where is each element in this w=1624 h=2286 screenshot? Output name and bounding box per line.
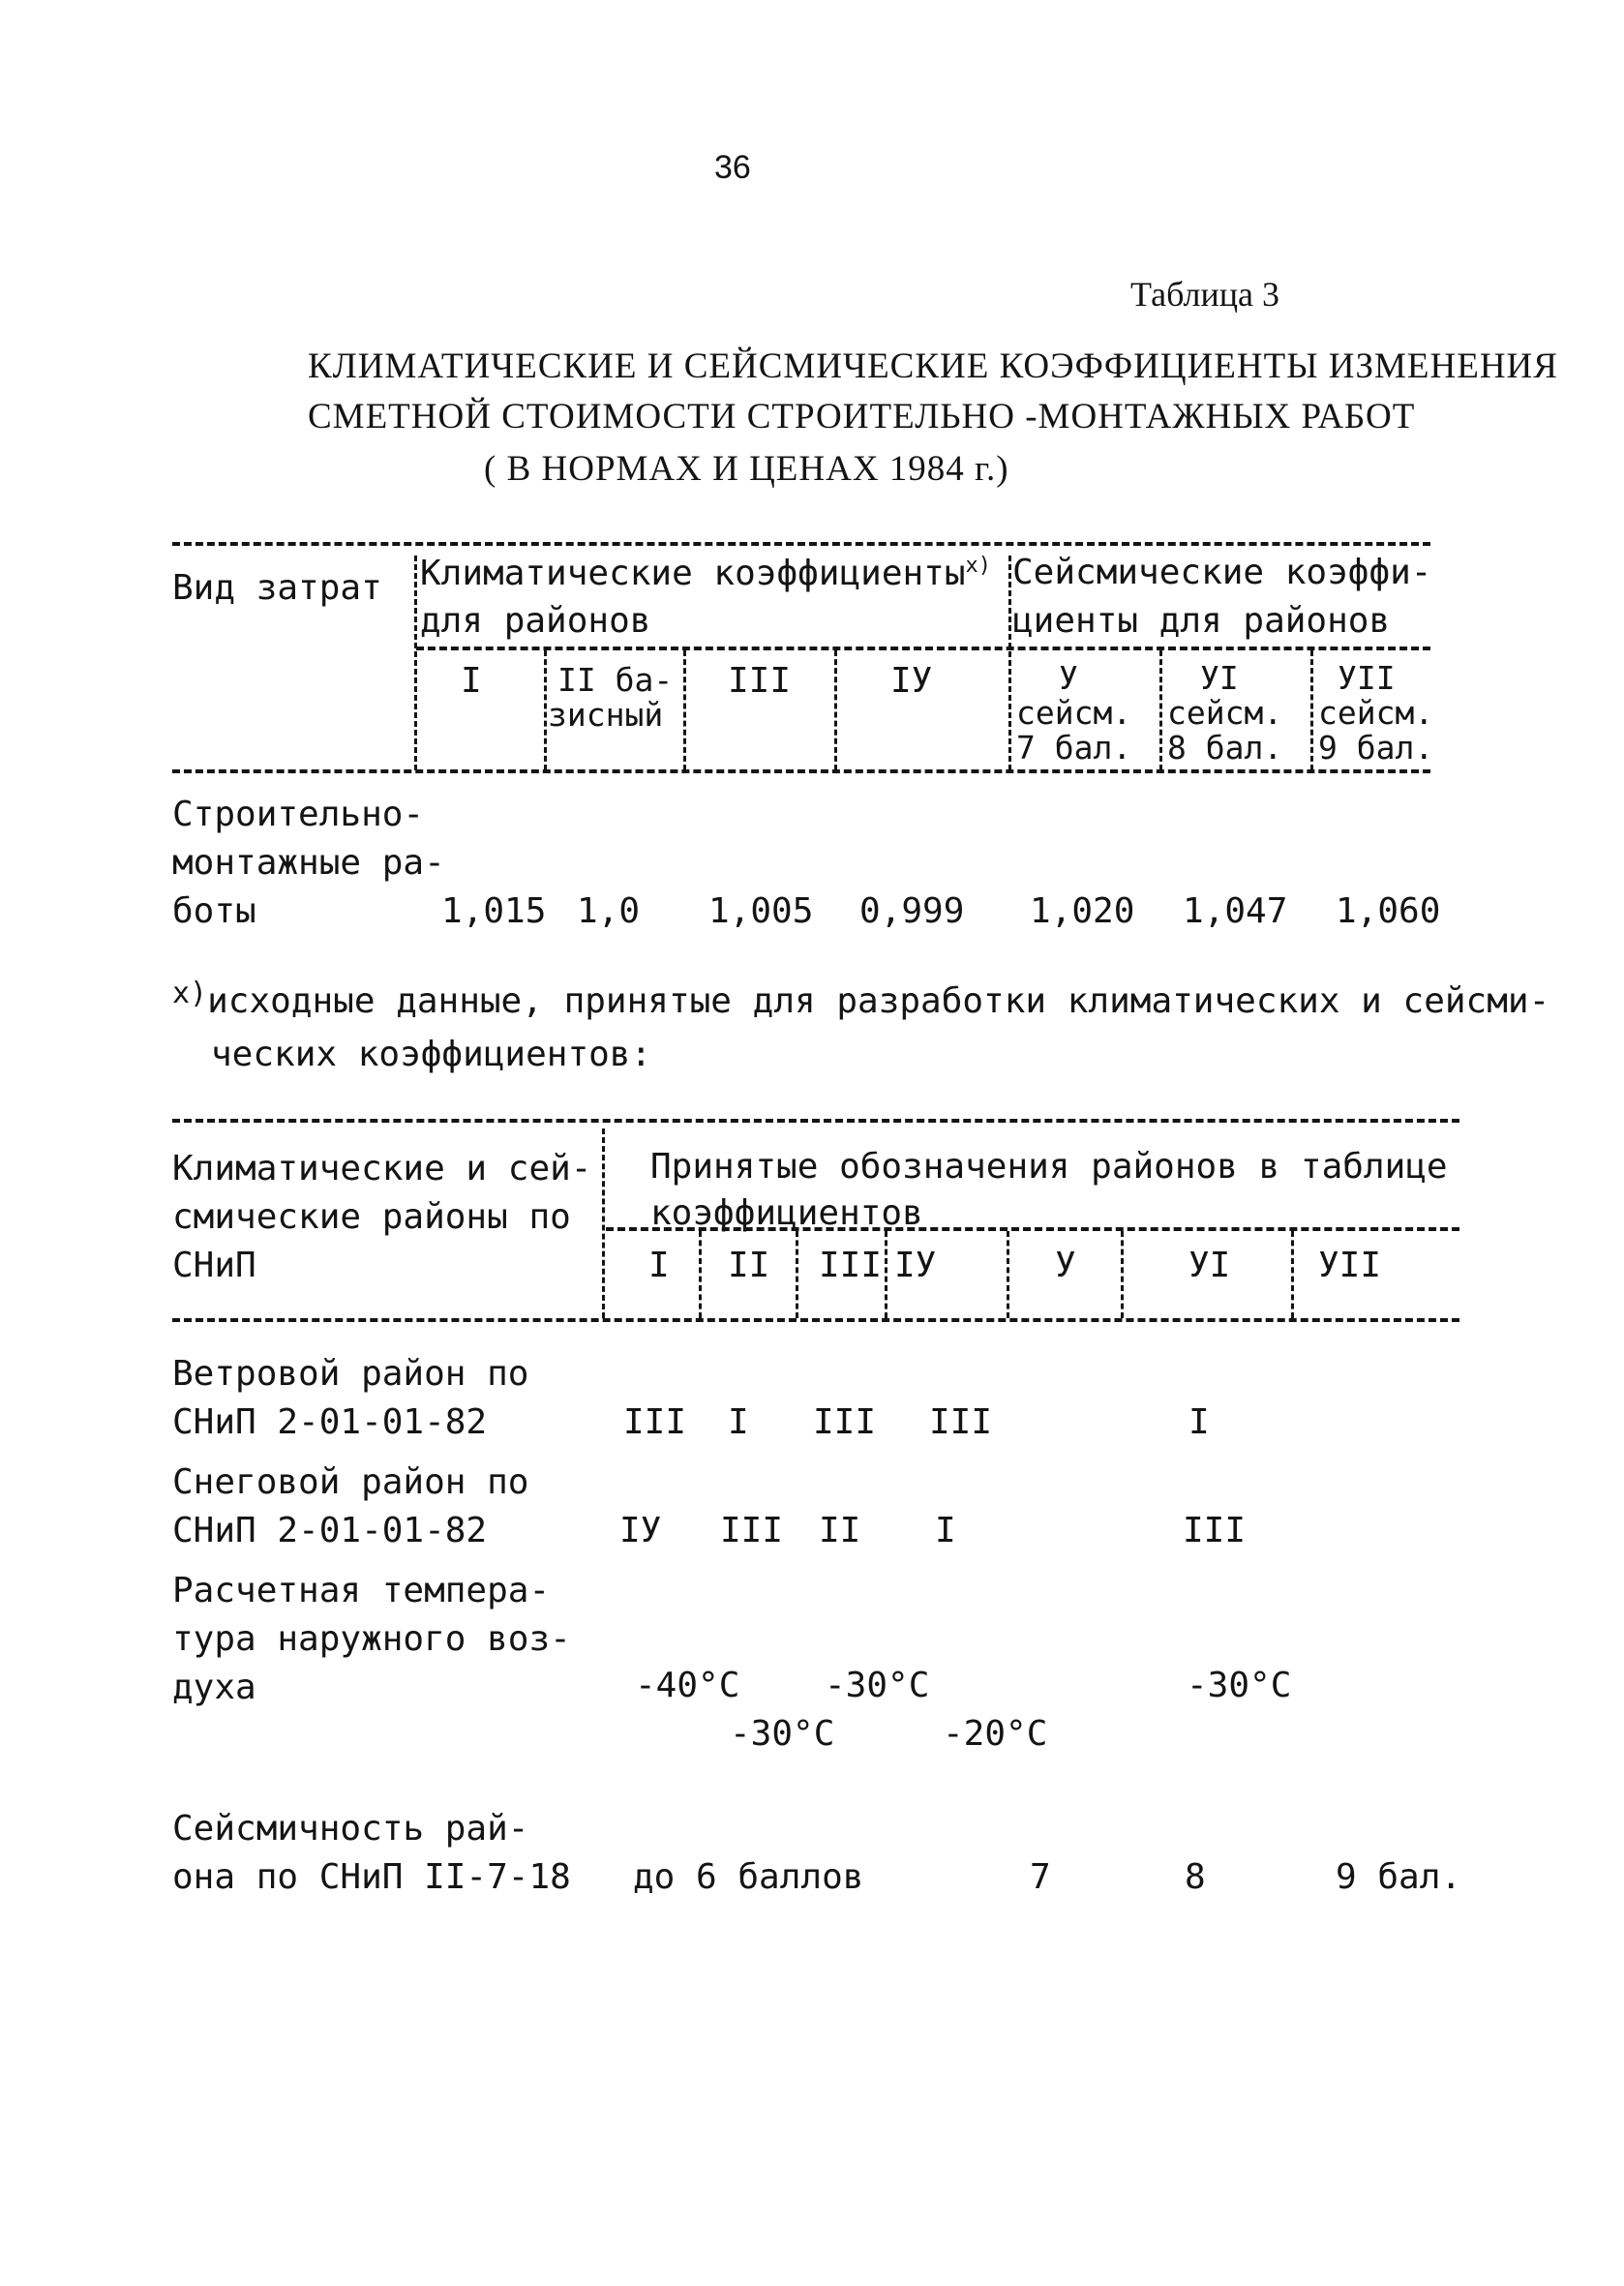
sub-col-3: III xyxy=(819,1246,883,1285)
wind-value-1: III xyxy=(623,1402,687,1442)
snow-value-6: III xyxy=(1183,1511,1247,1550)
value-seismic-5: 1,020 xyxy=(1030,891,1135,931)
page-number: 36 xyxy=(714,149,751,186)
col-regions-line-2: смические районы по xyxy=(172,1197,571,1237)
title-line-2: СМЕТНОЙ СТОИМОСТИ СТРОИТЕЛЬНО -МОНТАЖНЫХ РАБОТ xyxy=(308,397,1416,436)
sub-col-7: УII xyxy=(1318,1246,1382,1285)
wind-label-line-1: Ветровой район по xyxy=(172,1354,529,1394)
group-seismic-line-2: циенты для районов xyxy=(1012,601,1391,641)
col-climatic-1: I xyxy=(461,661,482,701)
value-climatic-2: 1,0 xyxy=(577,891,641,931)
col-seismic-7: УII xyxy=(1338,659,1396,697)
table1-group-rule xyxy=(416,647,1430,650)
table2-divider-5 xyxy=(1121,1231,1124,1318)
snow-label-line-1: Снеговой район по xyxy=(172,1462,529,1502)
wind-value-6: I xyxy=(1188,1402,1210,1442)
col-seismic-6-line-2: сейсм. xyxy=(1167,694,1283,732)
col-climatic-2-line-2: зисный xyxy=(548,696,664,734)
footnote-line-1: $^{x)}$исходные данные, принятые для разработки климатических и сейсми- xyxy=(172,977,1550,1021)
wind-value-3: III xyxy=(813,1402,877,1442)
col-seismic-6-line-3: 8 бал. xyxy=(1167,729,1283,767)
col-climatic-2: II ба- xyxy=(557,661,674,699)
col-climatic-3: III xyxy=(728,661,792,701)
table2-divider-main xyxy=(602,1128,605,1318)
col-climatic-4: IУ xyxy=(890,661,933,701)
wind-value-2: I xyxy=(728,1402,749,1442)
table-label: Таблица 3 xyxy=(1130,275,1279,314)
table1-top-rule xyxy=(172,542,1430,546)
table1-divider-d xyxy=(683,650,686,770)
row-label-line-3: боты xyxy=(172,891,256,931)
value-seismic-7: 1,060 xyxy=(1336,891,1441,931)
row-label-line-1: Строительно- xyxy=(172,795,425,834)
wind-label-line-2: СНиП 2-01-01-82 xyxy=(172,1402,488,1442)
sub-col-6: УI xyxy=(1188,1246,1231,1285)
table1-divider-a xyxy=(414,556,417,770)
snow-label-line-2: СНиП 2-01-01-82 xyxy=(172,1511,488,1550)
seismicity-value-3: 8 xyxy=(1185,1857,1206,1897)
col-accepted-line-1: Принятые обозначения районов в таблице xyxy=(650,1147,1448,1187)
group-climatic: Климатические коэффициенты$^{x)}$ xyxy=(420,554,992,593)
temperature-value-1: -40°C xyxy=(635,1666,740,1705)
temperature-label-line-3: духа xyxy=(172,1668,256,1707)
col-regions-line-3: СНиП xyxy=(172,1246,256,1285)
temperature-value-2: -30°C xyxy=(730,1714,835,1754)
value-seismic-6: 1,047 xyxy=(1183,891,1288,931)
sub-col-2: II xyxy=(728,1246,770,1285)
title-line-3: ( В НОРМАХ И ЦЕНАХ 1984 г.) xyxy=(484,449,1009,489)
seismicity-label-line-1: Сейсмичность рай- xyxy=(172,1809,529,1849)
table2-top-rule xyxy=(172,1119,1459,1123)
snow-value-4: I xyxy=(935,1511,956,1550)
sub-col-1: I xyxy=(648,1246,670,1285)
snow-value-2: III xyxy=(720,1511,784,1550)
value-climatic-3: 1,005 xyxy=(708,891,814,931)
col-accepted-line-2: коэффициентов xyxy=(650,1193,923,1233)
table2-divider-4 xyxy=(1007,1231,1009,1318)
table2-divider-2 xyxy=(796,1231,798,1318)
table1-divider-f xyxy=(1159,650,1162,770)
temperature-value-6: -30°C xyxy=(1187,1666,1292,1705)
footnote-mark: x) xyxy=(172,977,208,1010)
temperature-label-line-1: Расчетная темпера- xyxy=(172,1571,551,1610)
seismicity-value-1: до 6 баллов xyxy=(633,1857,864,1897)
col-cost-type: Вид затрат xyxy=(172,568,382,608)
snow-value-3: II xyxy=(819,1511,861,1550)
table2-divider-1 xyxy=(699,1231,702,1318)
table1-divider-e xyxy=(834,650,837,770)
seismicity-value-2: 7 xyxy=(1030,1857,1051,1897)
col-seismic-7-line-2: сейсм. xyxy=(1318,694,1434,732)
group-climatic-line-2: для районов xyxy=(420,601,651,641)
footnote-line-2: ческих коэффициентов: xyxy=(211,1035,652,1074)
sub-col-4: IУ xyxy=(894,1246,937,1285)
col-seismic-5-line-3: 7 бал. xyxy=(1016,729,1132,767)
col-seismic-7-line-3: 9 бал. xyxy=(1318,729,1434,767)
sub-col-5: У xyxy=(1055,1246,1076,1285)
table2-divider-6 xyxy=(1291,1231,1294,1318)
snow-value-1: IУ xyxy=(619,1511,662,1550)
table1-divider-c xyxy=(544,650,547,770)
wind-value-4: III xyxy=(929,1402,993,1442)
value-climatic-4: 0,999 xyxy=(859,891,965,931)
table1-divider-g xyxy=(1310,650,1313,770)
value-climatic-1: 1,015 xyxy=(441,891,547,931)
table2-header-bottom-rule xyxy=(172,1318,1459,1322)
table1-divider-b xyxy=(1008,556,1011,770)
seismicity-value-4: 9 бал. xyxy=(1336,1857,1462,1897)
col-seismic-5-line-2: сейсм. xyxy=(1016,694,1132,732)
seismicity-label-line-2: она по СНиП II-7-18 xyxy=(172,1857,571,1897)
col-regions-line-1: Климатические и сей- xyxy=(172,1149,592,1188)
col-seismic-5: У xyxy=(1059,659,1078,697)
table2-divider-3 xyxy=(885,1231,887,1318)
group-seismic: Сейсмические коэффи- xyxy=(1012,553,1432,592)
temperature-value-3: -30°C xyxy=(825,1666,930,1705)
row-label-line-2: монтажные ра- xyxy=(172,843,445,883)
col-seismic-6: УI xyxy=(1200,659,1239,697)
temperature-label-line-2: тура наружного воз- xyxy=(172,1619,571,1659)
temperature-value-4: -20°C xyxy=(943,1714,1048,1754)
table1-header-bottom-rule xyxy=(172,769,1430,773)
title-line-1: КЛИМАТИЧЕСКИЕ И СЕЙСМИЧЕСКИЕ КОЭФФИЦИЕНТЫ ИЗМЕНЕНИЯ xyxy=(308,346,1558,386)
